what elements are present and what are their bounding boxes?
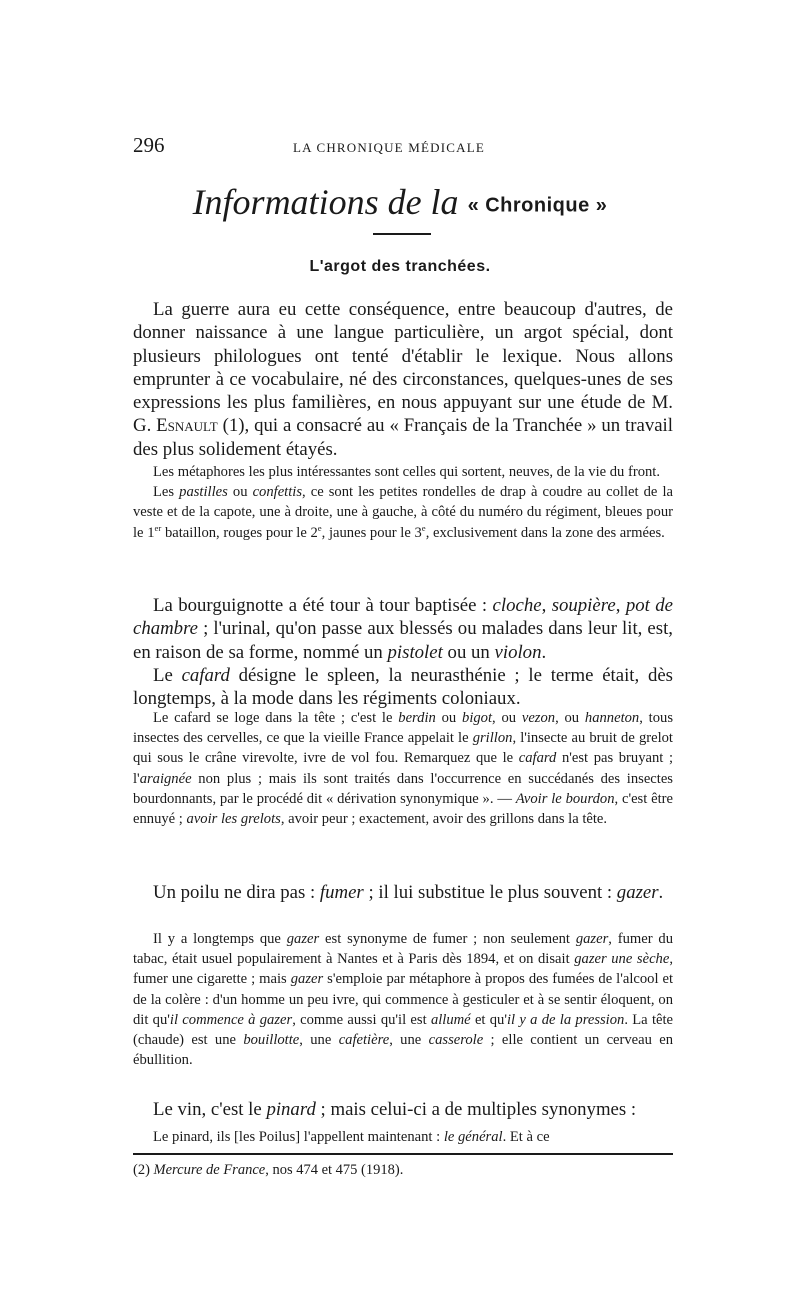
footnote-number: (2) [133,1162,150,1178]
paragraph-2-3 [133,462,673,543]
paragraph-1: La guerre aura eu cette conséquence, entre beaucoup d'autres, de donner naissance à une langue particulière, un argot spécial, dont plusieurs philologues ont tenté d'établir le lexique. Nous allons emprunter à ce vocabulaire, né des circonstances, quelques-unes de ses expressions les plus familières, en nous appuyant sur une étude de M. G. Esnault (1), qui a consacré au « Français de la Tranchée » un travail des plus solidement étayés. [133,299,673,460]
paragraph-8: Il y a longtemps que gazer est synonyme de fumer ; non seulement gazer, fumer du tabac, était usuel populairement à Nantes et à Paris dès 1894, et on disait gazer une sèche, fumer une cigarette ; mais gazer s'emploie par métaphore à propos des fumées de l'alcool et de la colère : d'un homme un peu ivre, qui commence à gesticuler et à se sentir éloquent, on dit qu'il commence à gazer, comme aussi qu'il est allumé et qu'il y a de la pression. La tête (chaude) est une bouillotte, une cafetière, une casserole ; elle contient un cerveau en ébullition. [133,931,674,1069]
footnote-divider [133,1153,673,1155]
paragraph-9: Le vin, c'est le pinard ; mais celui-ci a de multiples synonymes : [153,1099,637,1120]
paragraph-3: Les pastilles ou confettis, ce sont les petites rondelles de drap à coudre au collet de la veste et de la capote, une à droite, une à gauche, à côté du numéro du régiment, bleues pour le 1er bataillon, rouges pour le 2e, jaunes pour le 3e, exclusivement dans la zone des armées. [133,484,674,541]
paragraph-2: Les métaphores les plus intéressantes sont celles qui sortent, neuves, de la vie du front. [153,464,661,480]
author-name: Esnault [156,415,218,437]
paragraph-7: Un poilu ne dira pas : fumer ; il lui substitue le plus souvent : gazer. [153,882,664,903]
paragraph-4: La bourguignotte a été tour à tour baptisée : cloche, soupière, pot de chambre ; l'urinal, qu'on passe aux blessés ou malades dans leur lit, est, en raison de sa forme, nommé un pistolet ou un violon. [133,595,673,663]
article-title: L'argot des tranchées. [309,258,491,275]
footnote [133,1160,673,1180]
footnote-source: Mercure de France [153,1162,266,1178]
running-head [133,133,673,159]
journal-title: LA CHRONIQUE MÉDICALE [293,140,486,155]
paragraph-4-5 [133,594,673,710]
paragraph-10: Le pinard, ils [les Poilus] l'appellent maintenant : le général. Et à ce [153,1129,550,1145]
paragraph-6: Le cafard se loge dans la tête ; c'est le berdin ou bigot, ou vezon, ou hanneton, tous insectes des cervelles, ce que la vieille France appelait le grillon, l'insecte au bruit de grelot qui sous le crâne virevolte, ivre de vol fou. Remarquez que le cafard n'est pas bruyant ; l'araignée non plus ; mais ils sont traités dans l'occurrence en succédanés des insectes bourdonnants, par le procédé dit « dérivation synonymique ». — Avoir le bourdon, c'est être ennuyé ; avoir les grelots, avoir peur ; exactement, avoir des grillons dans la tête. [133,710,673,828]
title-divider [373,233,431,235]
section-title [0,180,800,228]
footnote-detail: , nos 474 et 475 (1918). [265,1162,404,1178]
footnote-ref: (1) [222,415,245,437]
section-title-quoted: « Chronique » [467,194,608,217]
page-number: 296 [133,133,165,157]
paragraph-5: Le cafard désigne le spleen, la neurasthénie ; le terme était, dès longtemps, à la mode dans les régiments coloniaux. [133,664,673,710]
section-title-text: Informations de la [192,182,459,222]
